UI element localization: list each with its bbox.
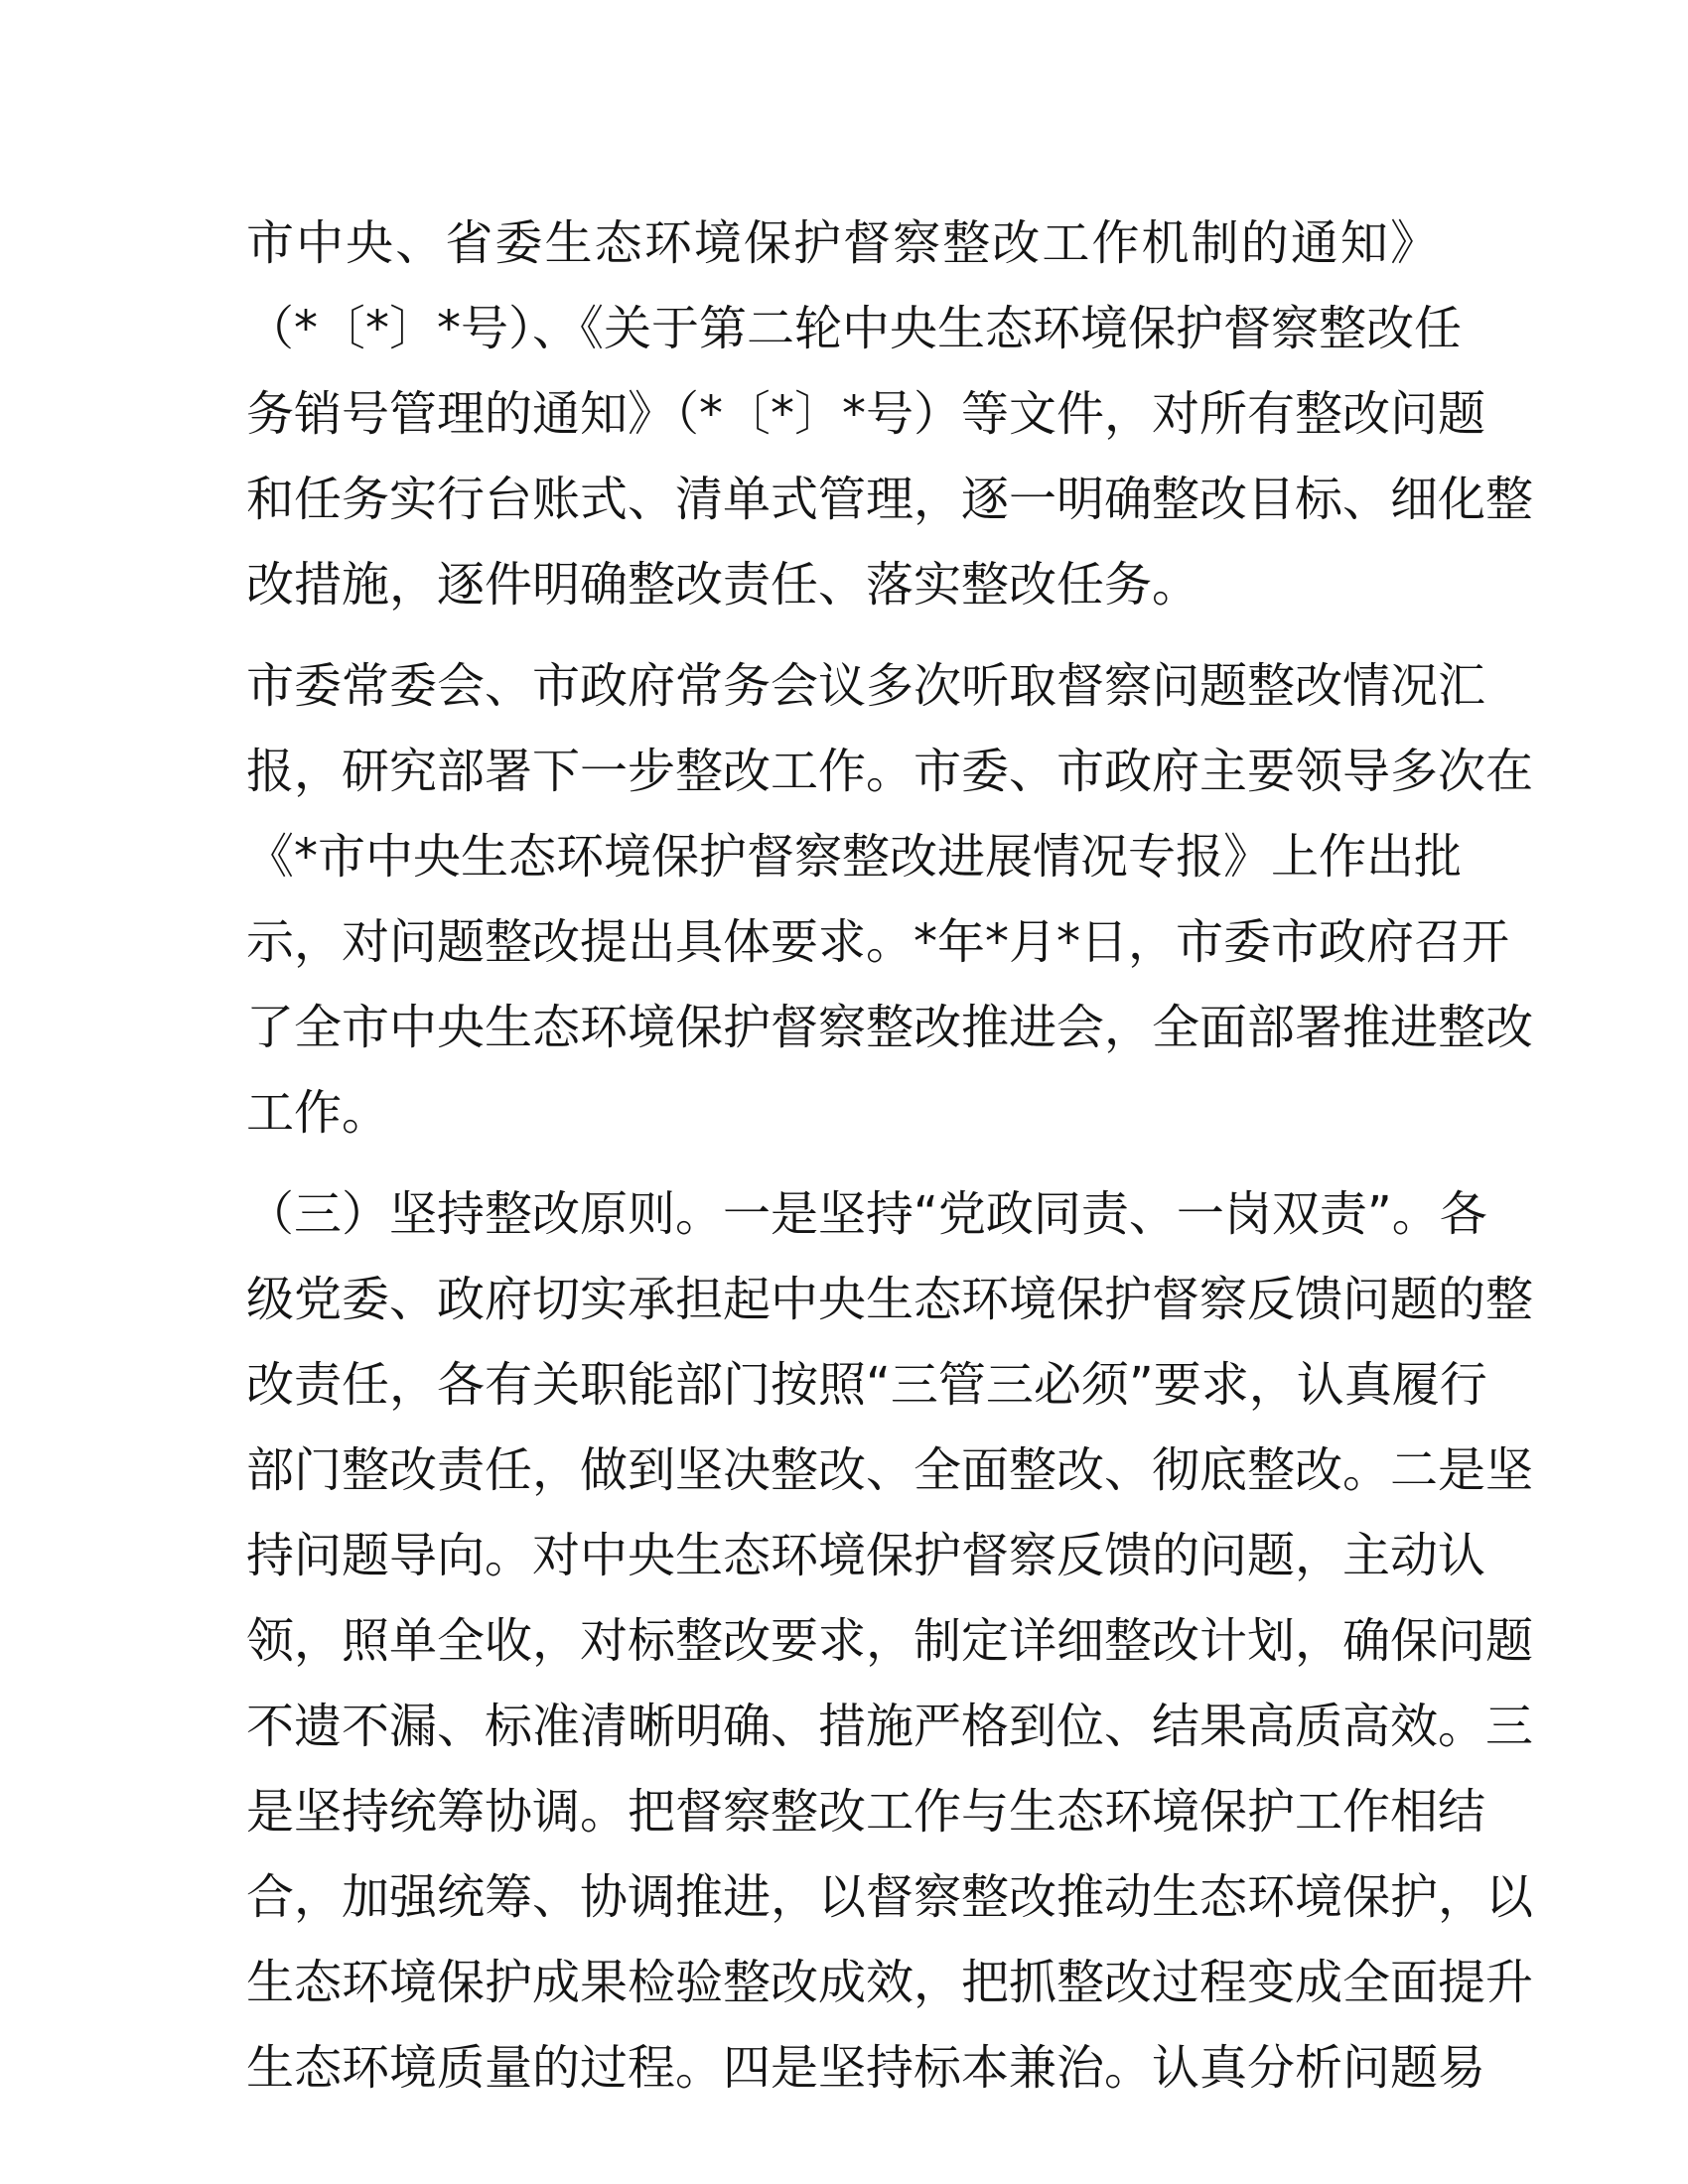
text-line: （三）坚持整改原则。一是坚持“党政同责、一岗双责”。各 — [246, 1186, 1487, 1242]
text-line: 生态环境保护成果检验整改成效，把抓整改过程变成全面提升 — [246, 1955, 1534, 2010]
text-line: 领，照单全收，对标整改要求，制定详细整改计划，确保问题 — [246, 1613, 1534, 1669]
text-line: 市中央、省委生态环境保护督察整改工作机制的通知》 — [246, 215, 1438, 271]
text-line: 不遗不漏、标准清晰明确、措施严格到位、结果高质高效。三 — [246, 1699, 1534, 1754]
text-line: 示，对问题整改提出具体要求。*年*月*日，市委市政府召开 — [246, 914, 1510, 970]
text-line: 改责任，各有关职能部门按照“三管三必须”要求，认真履行 — [246, 1357, 1487, 1413]
text-line: 持问题导向。对中央生态环境保护督察反馈的问题，主动认 — [246, 1528, 1486, 1583]
paragraph-1 — [246, 201, 1534, 627]
text-line: 级党委、政府切实承担起中央生态环境保护督察反馈问题的整 — [246, 1272, 1534, 1327]
text-line: （*〔*〕*号）、《关于第二轮中央生态环境保护督察整改任 — [246, 301, 1463, 356]
text-line: 报，研究部署下一步整改工作。市委、市政府主要领导多次在 — [246, 744, 1534, 799]
text-line: 部门整改责任，做到坚决整改、全面整改、彻底整改。二是坚 — [246, 1442, 1534, 1498]
text-line: 工作。 — [246, 1085, 390, 1141]
text-line: 市委常委会、市政府常务会议多次听取督察问题整改情况汇 — [246, 658, 1486, 714]
text-line: 改措施，逐件明确整改责任、落实整改任务。 — [246, 557, 1200, 613]
text-line: 合，加强统筹、协调推进，以督察整改推动生态环境保护，以 — [246, 1869, 1534, 1925]
paragraph-2 — [246, 643, 1534, 1156]
text-line: 和任务实行台账式、清单式管理，逐一明确整改目标、细化整 — [246, 472, 1534, 527]
text-line: 是坚持统筹协调。把督察整改工作与生态环境保护工作相结 — [246, 1784, 1486, 1840]
text-line: 了全市中央生态环境保护督察整改推进会，全面部署推进整改 — [246, 1000, 1534, 1055]
text-line: 务销号管理的通知》（*〔*〕*号）等文件，对所有整改问题 — [246, 386, 1486, 442]
text-line: 《*市中央生态环境保护督察整改进展情况专报》上作出批 — [246, 829, 1463, 885]
document-page — [246, 201, 1534, 2126]
text-line: 生态环境质量的过程。四是坚持标本兼治。认真分析问题易 — [246, 2040, 1486, 2096]
paragraph-3 — [246, 1171, 1534, 2111]
